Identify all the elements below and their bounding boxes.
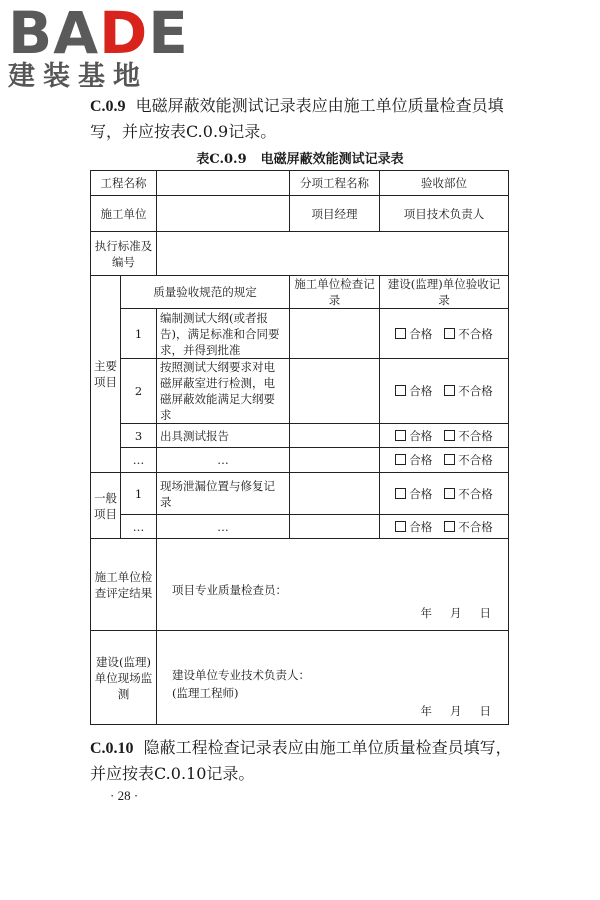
logo-subtitle: 建装基地 <box>8 61 148 92</box>
pass-checkbox[interactable] <box>395 430 406 441</box>
supervisor-engineer-label: (监理工程师) <box>172 686 239 700</box>
standard-label: 执行标准及编号 <box>91 232 157 276</box>
fail-checkbox[interactable] <box>444 328 455 339</box>
pass-checkbox[interactable] <box>395 385 406 396</box>
item-number: 3 <box>121 424 157 448</box>
item-spec-text: … <box>157 448 290 473</box>
fail-checkbox[interactable] <box>444 454 455 465</box>
pass-checkbox[interactable] <box>395 521 406 532</box>
project-name-value <box>157 171 290 196</box>
contractor-record-cell <box>290 448 380 473</box>
item-number: 1 <box>121 309 157 359</box>
supervisor-record-header: 建设(监理)单位验收记录 <box>380 276 509 309</box>
pass-checkbox[interactable] <box>395 328 406 339</box>
spec-column-header: 质量验收规范的规定 <box>121 276 290 309</box>
fail-checkbox[interactable] <box>444 430 455 441</box>
monitoring-label: 建设(监理)单位现场监测 <box>91 631 157 725</box>
contractor-record-cell <box>290 309 380 359</box>
contractor-record-header: 施工单位检查记录 <box>290 276 380 309</box>
fail-checkbox[interactable] <box>444 521 455 532</box>
table-row <box>91 309 509 359</box>
acceptance-checkboxes: 合格 不合格 <box>380 309 509 359</box>
construction-unit-label: 施工单位 <box>91 196 157 232</box>
table-caption: 表C.0.9 电磁屏蔽效能测试记录表 <box>196 152 404 167</box>
item-number: 2 <box>121 359 157 424</box>
date-line: 年 月 日 <box>420 704 491 718</box>
acceptance-checkboxes: 合格 不合格 <box>380 424 509 448</box>
main-items-group-label: 主要项目 <box>91 276 121 473</box>
clause-c09 <box>90 93 520 144</box>
page-number: · 28 · <box>110 788 139 803</box>
table-row <box>91 473 509 515</box>
quality-inspector-label: 项目专业质量检查员： <box>172 583 287 597</box>
item-spec-text: 出具测试报告 <box>157 424 290 448</box>
sub-project-name-label: 分项工程名称 <box>290 171 380 196</box>
general-items-group-label: 一般项目 <box>91 473 121 539</box>
evaluation-label: 施工单位检查评定结果 <box>91 539 157 631</box>
item-spec-text: 现场泄漏位置与修复记录 <box>157 473 290 515</box>
item-spec-text: 编制测试大纲(或者报告)，满足标准和合同要求，并得到批准 <box>157 309 290 359</box>
acceptance-part-cell: 验收部位 <box>380 171 509 196</box>
table-row <box>91 424 509 448</box>
contractor-record-cell <box>290 424 380 448</box>
clause-text: 电磁屏蔽效能测试记录表应由施工单位质量检查员填写，并应按表C.0.9记录。 <box>90 96 504 141</box>
tech-lead-cell: 项目技术负责人 <box>380 196 509 232</box>
clause-number: C.0.9 <box>90 98 126 115</box>
project-manager-label: 项目经理 <box>290 196 380 232</box>
acceptance-checkboxes: 合格 不合格 <box>380 473 509 515</box>
clause-c010 <box>90 735 520 786</box>
table-row <box>91 359 509 424</box>
pass-checkbox[interactable] <box>395 454 406 465</box>
acceptance-checkboxes: 合格 不合格 <box>380 359 509 424</box>
clause-text: 隐蔽工程检查记录表应由施工单位质量检查员填写，并应按表C.0.10记录。 <box>90 738 512 783</box>
table-row <box>91 515 509 539</box>
monitoring-signature-cell <box>157 631 509 725</box>
item-spec-text: 按照测试大纲要求对电磁屏蔽室进行检测，电磁屏蔽效能满足大纲要求 <box>157 359 290 424</box>
item-number: 1 <box>121 473 157 515</box>
acceptance-checkboxes: 合格 不合格 <box>380 515 509 539</box>
shielding-test-record-table <box>90 170 509 725</box>
date-line: 年 月 日 <box>420 606 491 620</box>
item-number: … <box>121 448 157 473</box>
clause-number: C.0.10 <box>90 740 134 757</box>
pass-checkbox[interactable] <box>395 488 406 499</box>
fail-checkbox[interactable] <box>444 488 455 499</box>
bade-logo <box>8 0 189 92</box>
contractor-record-cell <box>290 473 380 515</box>
evaluation-signature-cell <box>157 539 509 631</box>
logo-wordmark: BADE <box>8 0 189 67</box>
item-number: … <box>121 515 157 539</box>
acceptance-checkboxes: 合格 不合格 <box>380 448 509 473</box>
contractor-record-cell <box>290 515 380 539</box>
contractor-record-cell <box>290 359 380 424</box>
tech-lead-signature-label: 建设单位专业技术负责人： <box>172 668 310 682</box>
table-row <box>91 448 509 473</box>
construction-unit-value <box>157 196 290 232</box>
standard-value <box>157 232 509 276</box>
project-name-label: 工程名称 <box>91 171 157 196</box>
fail-checkbox[interactable] <box>444 385 455 396</box>
item-spec-text: … <box>157 515 290 539</box>
